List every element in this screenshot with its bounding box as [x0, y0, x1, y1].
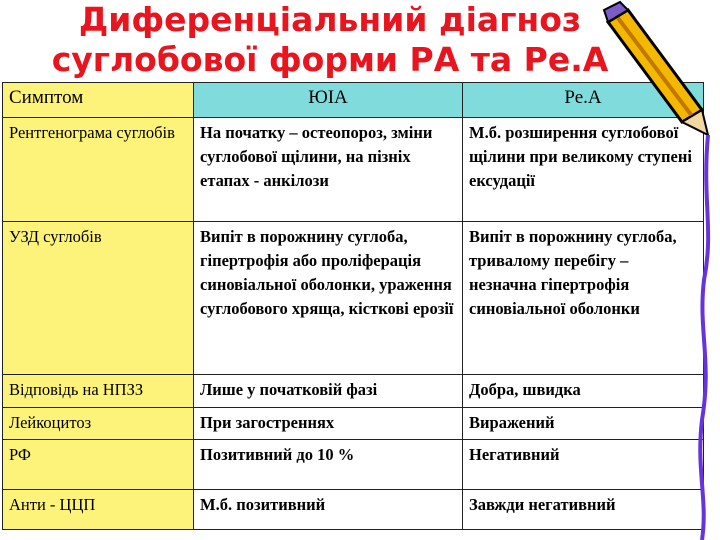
- row-jia: Лише у початковій фазі: [194, 375, 463, 408]
- pencil-icon: [590, 0, 720, 540]
- header-symptom: Симптом: [3, 83, 194, 118]
- row-jia: М.б. позитивний: [194, 490, 463, 530]
- header-jia: ЮІА: [194, 83, 463, 118]
- row-rea: Негативний: [463, 440, 704, 490]
- row-symptom: Лейкоцитоз: [3, 408, 194, 440]
- row-rea: М.б. розширення суглобової щілини при великому ступені ексудації: [463, 118, 704, 222]
- title-line-1: Диференціальний діагноз: [78, 0, 582, 39]
- header-rea: Ре.А: [463, 83, 704, 118]
- row-rea: Виражений: [463, 408, 704, 440]
- row-symptom: Відповідь на НПЗЗ: [3, 375, 194, 408]
- row-symptom: РФ: [3, 440, 194, 490]
- row-jia: При загостреннях: [194, 408, 463, 440]
- row-symptom: Анти - ЦЦП: [3, 490, 194, 530]
- title-line-2: суглобової форми РА та Ре.А: [51, 40, 609, 79]
- slide-title: [0, 0, 660, 80]
- row-jia: На початку – остеопороз, зміни суглобової щілини, на пізніх етапах - анкілози: [194, 118, 463, 222]
- row-symptom: УЗД суглобів: [3, 222, 194, 375]
- row-rea: Добра, швидка: [463, 375, 704, 408]
- row-symptom: Рентгенограма суглобів: [3, 118, 194, 222]
- row-jia: Випіт в порожнину суглоба, гіпертрофія або проліферація синовіальної оболонки, ураження суглобового хряща, кісткові ерозії: [194, 222, 463, 375]
- row-jia: Позитивний до 10 %: [194, 440, 463, 490]
- row-rea: Завжди негативний: [463, 490, 704, 530]
- row-rea: Випіт в порожнину суглоба, тривалому перебігу – незначна гіпертрофія синовіальної оболонки: [463, 222, 704, 375]
